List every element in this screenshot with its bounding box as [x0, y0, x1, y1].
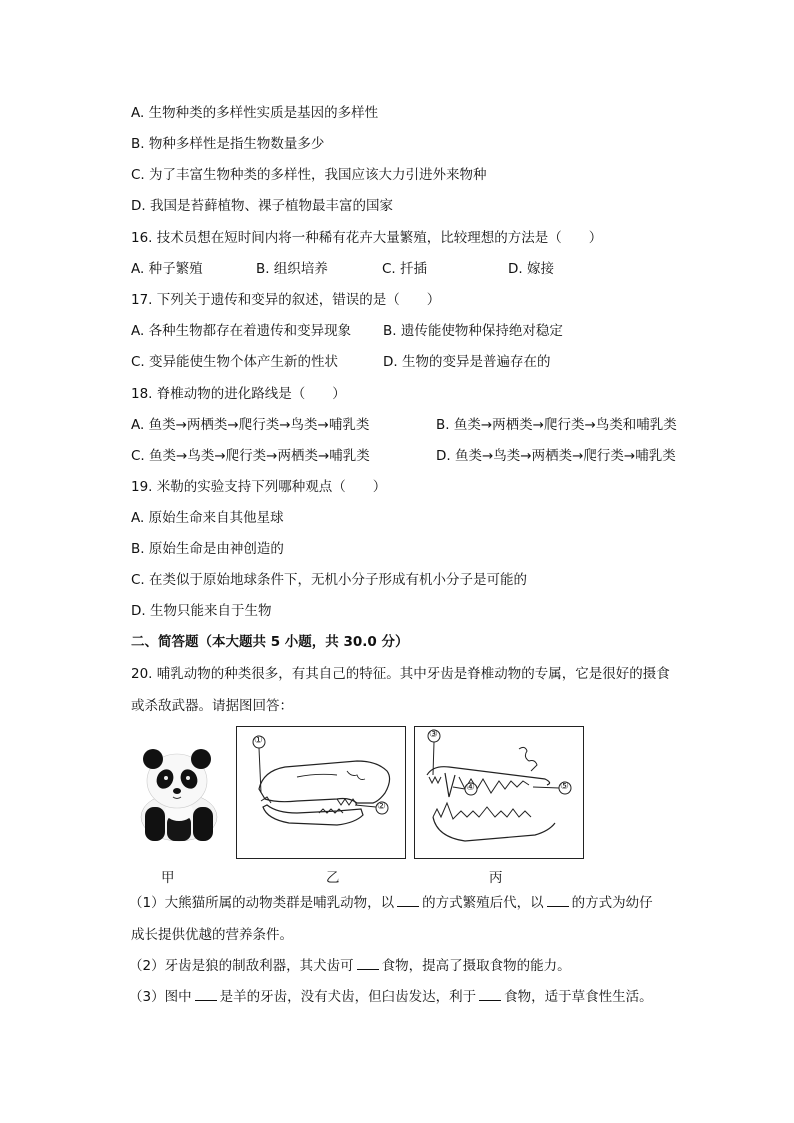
q18-option-c: C. 鱼类→鸟类→爬行类→两栖类→哺乳类: [131, 448, 370, 464]
q17-option-a: A. 各种生物都存在着遗传和变异现象: [131, 323, 352, 339]
q17-option-b: B. 遗传能使物种保持绝对稳定: [383, 323, 563, 339]
marker-1: ①: [254, 735, 263, 746]
q15-option-c: C. 为了丰富生物种类的多样性，我国应该大力引进外来物种: [131, 167, 487, 183]
q18-stem: 18. 脊椎动物的进化路线是（ ）: [131, 386, 346, 402]
answer-blank-3[interactable]: [357, 957, 379, 970]
q18-option-b: B. 鱼类→两栖类→爬行类→鸟类和哺乳类: [436, 417, 677, 433]
q17-stem: 17. 下列关于遗传和变异的叙述，错误的是（ ）: [131, 292, 441, 308]
q20-sub3-text-2: 是羊的牙齿，没有犬齿，但臼齿发达，利于: [219, 989, 477, 1005]
q19-option-d: D. 生物只能来自于生物: [131, 603, 272, 619]
q20-stem-line1: 20. 哺乳动物的种类很多，有其自己的特征。其中牙齿是脊椎动物的专属，它是很好的摄食: [131, 666, 670, 682]
teeth-figure-bing: [414, 726, 584, 859]
q20-sub1-text-1: （1）大熊猫所属的动物类群是哺乳动物，以: [129, 895, 395, 911]
answer-blank-5[interactable]: [479, 988, 501, 1001]
q20-sub3: [129, 988, 653, 1006]
answer-blank-2[interactable]: [547, 894, 569, 907]
marker-2: ②: [377, 801, 386, 812]
q16-stem: 16. 技术员想在短时间内将一种稀有花卉大量繁殖，比较理想的方法是（ ）: [131, 230, 603, 246]
q15-option-d: D. 我国是苔藓植物、裸子植物最丰富的国家: [131, 198, 393, 214]
q16-option-b: B. 组织培养: [256, 261, 328, 277]
q18-option-d: D. 鱼类→鸟类→两栖类→爬行类→哺乳类: [436, 448, 676, 464]
q20-sub1-text-2: 的方式繁殖后代，以: [422, 895, 544, 911]
q16-option-a: A. 种子繁殖: [131, 261, 203, 277]
q18-option-a: A. 鱼类→两栖类→爬行类→鸟类→哺乳类: [131, 417, 370, 433]
q20-sub2-text-2: 食物，提高了摄取食物的能力。: [381, 958, 571, 974]
q15-option-a: A. 生物种类的多样性实质是基因的多样性: [131, 105, 379, 121]
q17-option-c: C. 变异能使生物个体产生新的性状: [131, 354, 339, 370]
q20-sub1-line1: [129, 894, 653, 912]
panda-image: [133, 745, 225, 845]
q20-sub3-text-3: 食物，适于草食性生活。: [504, 989, 653, 1005]
skull-figure-yi: [236, 726, 406, 859]
q19-option-c: C. 在类似于原始地球条件下，无机小分子形成有机小分子是可能的: [131, 572, 528, 588]
marker-3: ③: [429, 729, 438, 740]
answer-blank-1[interactable]: [397, 894, 419, 907]
q19-option-b: B. 原始生命是由神创造的: [131, 541, 284, 557]
q20-sub2: [129, 957, 571, 975]
q17-option-d: D. 生物的变异是普遍存在的: [383, 354, 551, 370]
figure-label-yi: 乙: [326, 870, 340, 886]
q16-option-d: D. 嫁接: [508, 261, 554, 277]
q20-stem-line2: 或杀敌武器。请据图回答：: [131, 698, 293, 714]
marker-5: ⑤: [560, 781, 569, 792]
q16-option-c: C. 扦插: [382, 261, 428, 277]
answer-blank-4[interactable]: [195, 988, 217, 1001]
q20-sub1-line2: 成长提供优越的营养条件。: [131, 927, 293, 943]
q20-sub2-text-1: （2）牙齿是狼的制敌利器，其犬齿可: [129, 958, 354, 974]
figure-label-jia: 甲: [161, 870, 175, 886]
q15-option-b: B. 物种多样性是指生物数量多少: [131, 136, 325, 152]
marker-4: ④: [466, 782, 475, 793]
q19-stem: 19. 米勒的实验支持下列哪种观点（ ）: [131, 479, 387, 495]
q19-option-a: A. 原始生命来自其他星球: [131, 510, 284, 526]
q20-sub3-text-1: （3）图中: [129, 989, 192, 1005]
figure-label-bing: 丙: [489, 870, 503, 886]
section-heading: 二、简答题（本大题共 5 小题，共 30.0 分）: [131, 634, 409, 650]
q20-sub1-text-3: 的方式为幼仔: [571, 895, 653, 911]
